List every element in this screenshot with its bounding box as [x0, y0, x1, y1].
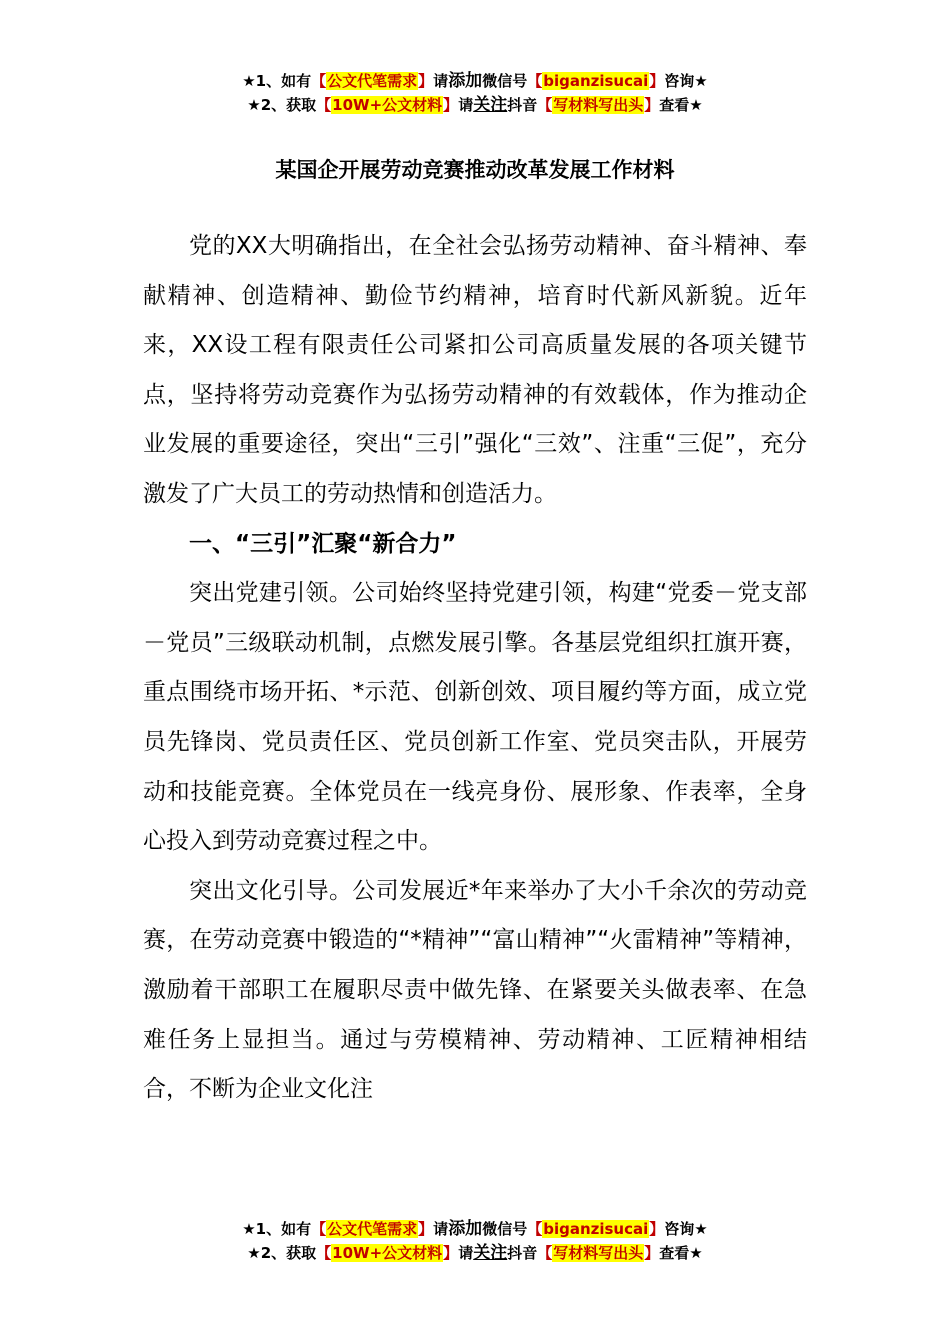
banner-text: 抖音 [507, 96, 538, 114]
header-banner [0, 69, 950, 117]
banner-text: ★1、如有 [242, 72, 312, 90]
banner-text: 请 [433, 72, 449, 90]
bracket: 】 [649, 72, 665, 90]
banner-text: 微信号 [482, 72, 528, 90]
banner-text: 微信号 [482, 1220, 528, 1238]
highlight-wechat-id: biganzisucai [543, 1220, 649, 1238]
banner-text: 请 [433, 1220, 449, 1238]
highlight-service: 公文代笔需求 [327, 1220, 418, 1238]
document-title: 某国企开展劳动竞赛推动改革发展工作材料 [275, 158, 675, 182]
banner-emphasis: 添加 [448, 1219, 483, 1239]
banner-line-2 [0, 93, 950, 117]
banner-text: 查看★ [659, 1244, 703, 1262]
banner-emphasis: 添加 [448, 71, 483, 91]
highlight-wechat-id: biganzisucai [543, 72, 649, 90]
bracket: 】 [418, 72, 434, 90]
bracket: 【 [537, 1244, 553, 1262]
bracket: 】 [644, 96, 660, 114]
highlight-materials: 10W+公文材料 [332, 96, 443, 114]
banner-text: 咨询★ [664, 1220, 708, 1238]
section-heading: 一、“三引”汇聚“新合力” [189, 530, 457, 557]
banner-text: ★1、如有 [242, 1220, 312, 1238]
bracket: 】 [443, 1244, 459, 1262]
banner-text: 查看★ [659, 96, 703, 114]
highlight-douyin-account: 写材料写出头 [553, 1244, 644, 1262]
banner-text: ★2、获取 [247, 96, 317, 114]
banner-line-1 [0, 69, 950, 93]
banner-text: ★2、获取 [247, 1244, 317, 1262]
paragraph-culture: 突出文化引导。公司发展近*年来举办了大小千余次的劳动竞赛，在劳动竞赛中锻造的“*精神”“富山精神”“火雷精神”等精神，激励着干部职工在履职尽责中做先锋、在紧要关头做表率、在急难任务上显担当。通过与劳模精神、劳动精神、工匠精神相结合，不断为企业文化注 [143, 877, 807, 1103]
banner-text: 咨询★ [664, 72, 708, 90]
banner-text: 请 [458, 1244, 474, 1262]
bracket: 【 [537, 96, 553, 114]
banner-text: 抖音 [507, 1244, 538, 1262]
document-body [143, 222, 807, 1115]
highlight-service: 公文代笔需求 [327, 72, 418, 90]
banner-line-2 [0, 1241, 950, 1265]
bracket: 【 [311, 1220, 327, 1238]
bracket: 】 [418, 1220, 434, 1238]
intro-paragraph: 党的XX大明确指出，在全社会弘扬劳动精神、奋斗精神、奉献精神、创造精神、勤俭节约精神，培育时代新风新貌。近年来，XX设工程有限责任公司紧扣公司高质量发展的各项关键节点，坚持将劳动竞赛作为弘扬劳动精神的有效载体，作为推动企业发展的重要途径，突出“三引”强化“三效”、注重“三促”，充分激发了广大员工的劳动热情和创造活力。 [143, 233, 807, 507]
bracket: 】 [443, 96, 459, 114]
banner-text: 请 [458, 96, 474, 114]
highlight-douyin-account: 写材料写出头 [553, 96, 644, 114]
banner-line-1 [0, 1217, 950, 1241]
highlight-materials: 10W+公文材料 [332, 1244, 443, 1262]
banner-emphasis: 关注 [473, 1243, 508, 1263]
footer-banner [0, 1217, 950, 1265]
bracket: 【 [527, 1220, 543, 1238]
bracket: 【 [527, 72, 543, 90]
banner-emphasis: 关注 [473, 95, 508, 115]
bracket: 【 [311, 72, 327, 90]
bracket: 【 [316, 1244, 332, 1262]
bracket: 【 [316, 96, 332, 114]
paragraph-party-building: 突出党建引领。公司始终坚持党建引领，构建“党委－党支部－党员”三级联动机制，点燃发展引擎。各基层党组织扛旗开赛，重点围绕市场开拓、*示范、创新创效、项目履约等方面，成立党员先锋岗、党员责任区、党员创新工作室、党员突击队，开展劳动和技能竞赛。全体党员在一线亮身份、展形象、作表率，全身心投入到劳动竞赛过程之中。 [143, 580, 807, 855]
bracket: 】 [649, 1220, 665, 1238]
bracket: 】 [644, 1244, 660, 1262]
